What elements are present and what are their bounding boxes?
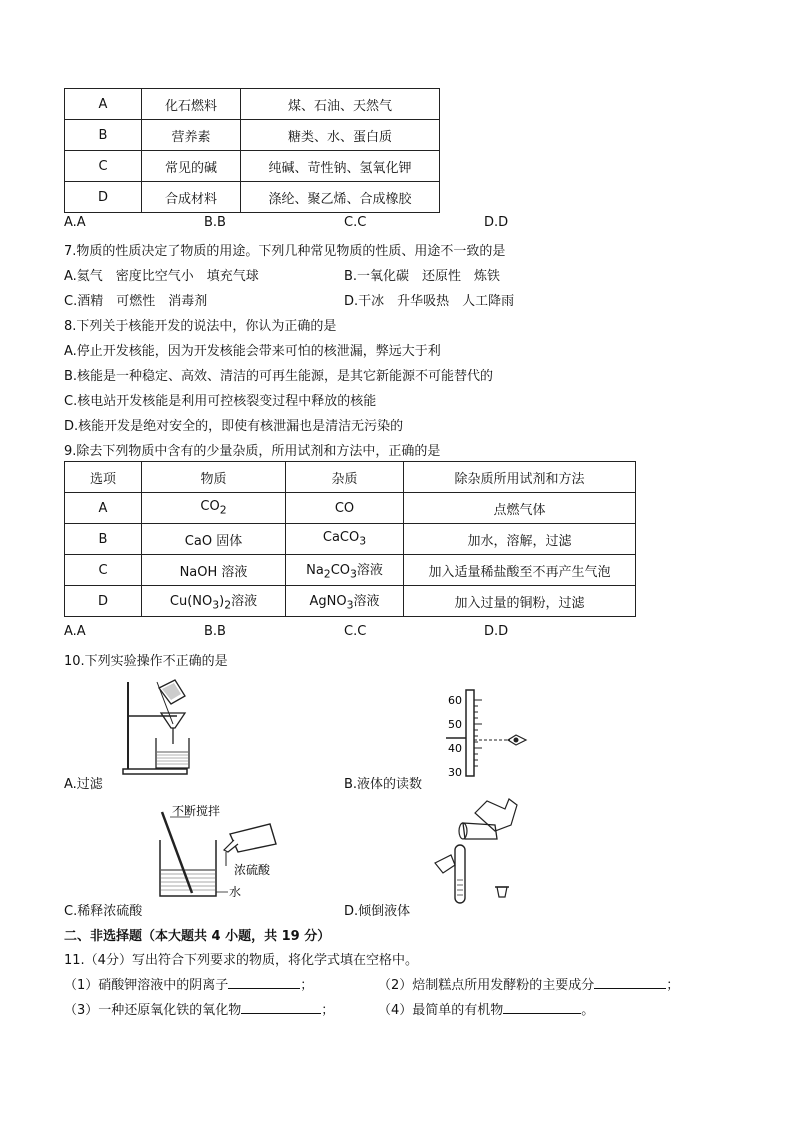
- q6-option-c: C.C: [344, 215, 367, 230]
- q11-part1-text: （1）硝酸钾溶液中的阴离子: [64, 978, 229, 993]
- cell: 合成材料: [142, 182, 241, 213]
- table-row: [65, 182, 440, 213]
- header-cell: 选项: [65, 462, 142, 493]
- q8-stem: 8.下列关于核能开发的说法中，你认为正确的是: [64, 319, 337, 334]
- cell: 涤纶、聚乙烯、合成橡胶: [241, 182, 440, 213]
- tick-label: 40: [448, 742, 462, 755]
- acid-label: 浓硫酸: [234, 863, 271, 877]
- q7-option-c: C.酒精 可燃性 消毒剂: [64, 294, 208, 309]
- impurity-table: [64, 461, 636, 617]
- tick-label: 30: [448, 766, 462, 779]
- cell: C: [65, 555, 142, 586]
- cell: 加入过量的铜粉，过滤: [404, 586, 636, 617]
- q11-part1: [64, 974, 313, 993]
- pouring-figure: [425, 795, 535, 910]
- cell: AgNO$_3$溶液: [286, 586, 404, 617]
- q10-option-b: B.液体的读数: [344, 777, 423, 792]
- stir-label: 不断搅拌: [172, 804, 221, 818]
- section-title: 二、非选择题（本大题共 4 小题，共 19 分）: [64, 929, 331, 944]
- answer-blank[interactable]: [241, 1001, 321, 1014]
- tick-label: 60: [448, 694, 462, 707]
- punctuation: ；: [321, 1003, 335, 1018]
- cell: 加入适量稀盐酸至不再产生气泡: [404, 555, 636, 586]
- q7-stem: 7.物质的性质决定了物质的用途。下列几种常见物质的性质、用途不一致的是: [64, 244, 506, 259]
- q9-option-c: C.C: [344, 624, 367, 639]
- table-row: [65, 89, 440, 120]
- cell: 纯碱、苛性钠、氢氧化钾: [241, 151, 440, 182]
- cell: A: [65, 493, 142, 524]
- cell: 点燃气体: [404, 493, 636, 524]
- q8-option-d: D.核能开发是绝对安全的，即使有核泄漏也是清洁无污染的: [64, 419, 404, 434]
- water-label: 水: [229, 885, 242, 899]
- q11-part2-text: （2）焙制糕点所用发酵粉的主要成分: [378, 978, 595, 993]
- q10-stem: 10.下列实验操作不正确的是: [64, 654, 228, 669]
- cell: C: [65, 151, 142, 182]
- answer-blank[interactable]: [594, 976, 666, 989]
- cell: D: [65, 586, 142, 617]
- q8-option-a: A.停止开发核能，因为开发核能会带来可怕的核泄漏，弊远大于利: [64, 344, 441, 359]
- q9-stem: 9.除去下列物质中含有的少量杂质，所用试剂和方法中，正确的是: [64, 444, 441, 459]
- cell: 化石燃料: [142, 89, 241, 120]
- q9-option-b: B.B: [204, 624, 226, 639]
- q11-part4: [378, 999, 594, 1018]
- q9-option-a: A.A: [64, 624, 86, 639]
- punctuation: ；: [300, 978, 314, 993]
- q11-part4-text: （4）最简单的有机物: [378, 1003, 504, 1018]
- dilution-figure: [150, 800, 290, 900]
- cell: $Cu(NO_3)_2$溶液: [142, 586, 286, 617]
- cell: B: [65, 524, 142, 555]
- table-row: [65, 586, 636, 617]
- table-row: [65, 555, 636, 586]
- q8-option-c: C.核电站开发核能是利用可控核裂变过程中释放的核能: [64, 394, 377, 409]
- header-cell: 除杂质所用试剂和方法: [404, 462, 636, 493]
- cell: D: [65, 182, 142, 213]
- q8-option-b: B.核能是一种稳定、高效、清洁的可再生能源，是其它新能源不可能替代的: [64, 369, 494, 384]
- q7-option-d: D.干冰 升华吸热 人工降雨: [344, 294, 515, 309]
- header-cell: 杂质: [286, 462, 404, 493]
- punctuation: ；: [666, 978, 680, 993]
- filtration-figure: [115, 678, 200, 778]
- table-row: [65, 524, 636, 555]
- classification-table: [64, 88, 440, 213]
- cell: 常见的碱: [142, 151, 241, 182]
- cell: CaCO$_3$: [286, 524, 404, 555]
- cell: B: [65, 120, 142, 151]
- q9-option-d: D.D: [484, 624, 509, 639]
- cylinder-reading-figure: [438, 686, 538, 780]
- tick-label: 50: [448, 718, 462, 731]
- q10-option-c: C.稀释浓硫酸: [64, 904, 143, 919]
- q11-stem: 11.（4分）写出符合下列要求的物质，将化学式填在空格中。: [64, 953, 418, 968]
- table-row: [65, 493, 636, 524]
- table-row: [65, 120, 440, 151]
- q10-option-d: D.倾倒液体: [344, 904, 411, 919]
- answer-blank[interactable]: [228, 976, 300, 989]
- q7-option-b: B.一氧化碳 还原性 炼铁: [344, 269, 501, 284]
- cell: 煤、石油、天然气: [241, 89, 440, 120]
- cell: CO: [286, 493, 404, 524]
- cell: 加水，溶解，过滤: [404, 524, 636, 555]
- q7-option-a: A.氦气 密度比空气小 填充气球: [64, 269, 259, 284]
- q6-option-d: D.D: [484, 215, 509, 230]
- cell: 糖类、水、蛋白质: [241, 120, 440, 151]
- q11-part3: [64, 999, 334, 1018]
- cell: CaO 固体: [142, 524, 286, 555]
- q11-part3-text: （3）一种还原氧化铁的氧化物: [64, 1003, 242, 1018]
- q11-part2: [378, 974, 679, 993]
- cell: $CO_2$: [142, 493, 286, 524]
- punctuation: 。: [581, 1003, 595, 1018]
- q6-option-a: A.A: [64, 215, 86, 230]
- table-row: [65, 151, 440, 182]
- header-cell: 物质: [142, 462, 286, 493]
- q6-option-b: B.B: [204, 215, 226, 230]
- q10-option-a: A.过滤: [64, 777, 103, 792]
- cell: $Na_2CO_3$溶液: [286, 555, 404, 586]
- cell: 营养素: [142, 120, 241, 151]
- cell: A: [65, 89, 142, 120]
- table-header-row: [65, 462, 636, 493]
- answer-blank[interactable]: [503, 1001, 581, 1014]
- cell: NaOH 溶液: [142, 555, 286, 586]
